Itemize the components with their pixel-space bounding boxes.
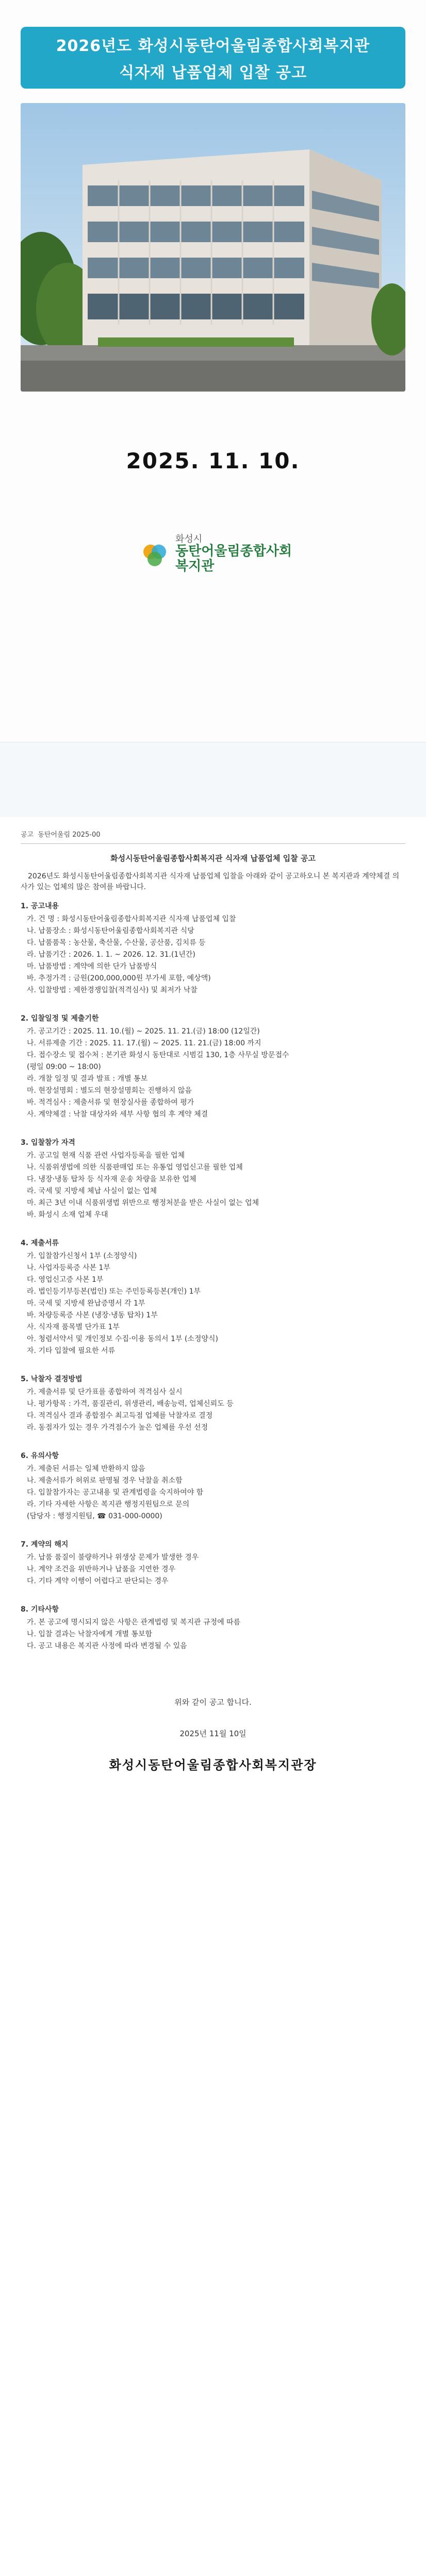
logo-city-text: 화성시 <box>175 533 203 545</box>
building-illustration <box>21 103 405 392</box>
section-line: 바. 화성시 소재 업체 우대 <box>27 1211 108 1219</box>
poster-date: 2025. 11. 10. <box>126 448 300 473</box>
section-title: 1. 공고내용 <box>21 902 59 910</box>
section-title: 5. 낙찰자 결정방법 <box>21 1375 83 1383</box>
section-line: 가. 입찰참가신청서 1부 (소정양식) <box>27 1252 137 1260</box>
section-line: 바. 추정가격 : 금원(200,000,000원 부가세 포함, 예상액) <box>27 974 211 982</box>
organization-logo <box>139 531 294 577</box>
section-line: 다. 영업신고증 사본 1부 <box>27 1276 104 1284</box>
section-line: 라. 법인등기부등본(법인) 또는 주민등록등본(개인) 1부 <box>27 1287 201 1296</box>
section-line: 나. 평가항목 : 가격, 품질관리, 위생관리, 배송능력, 업체신뢰도 등 <box>27 1400 234 1408</box>
section-line: 마. 최근 3년 이내 식품위생법 위반으로 행정처분을 받은 사실이 없는 업체 <box>27 1199 259 1207</box>
section-title: 6. 유의사항 <box>21 1452 59 1460</box>
section-line: 나. 납품장소 : 화성시동탄어울림종합사회복지관 식당 <box>27 927 194 935</box>
section-line: 바. 적격심사 : 제출서류 및 현장실사를 종합하여 평가 <box>27 1098 194 1107</box>
section-line: 다. 기타 계약 이행이 어렵다고 판단되는 경우 <box>27 1577 169 1585</box>
poster-title-line2: 식자재 납품업체 입찰 공고 <box>119 64 307 82</box>
notice-number: 동탄어울림 2025-00 <box>38 831 101 839</box>
section-line: 나. 입찰 결과는 낙찰자에게 개별 통보함 <box>27 1630 153 1638</box>
issuer-name: 화성시동탄어울림종합사회복지관장 <box>109 1758 317 1772</box>
section-line: 사. 계약체결 : 낙찰 대상자와 세부 사항 협의 후 계약 체결 <box>27 1110 208 1118</box>
section-line: 라. 납품기간 : 2026. 1. 1. ~ 2026. 12. 31.(1년간) <box>27 951 195 959</box>
section-line: 나. 계약 조건을 위반하거나 납품을 지연한 경우 <box>27 1565 176 1573</box>
poster-title-banner <box>21 27 405 89</box>
notice-intro: 2026년도 화성시동탄어울림종합사회복지관 식자재 납품업체 입찰을 아래와 같이 공고하오니 본 복지관과 계약체결 의사가 있는 업체의 많은 참여를 바랍니다. <box>21 872 400 891</box>
poster-footer-band <box>0 742 426 817</box>
section-line: 마. 납품방법 : 계약에 의한 단가 납품방식 <box>27 962 157 971</box>
section-line: 라. 국세 및 지방세 체납 사실이 없는 업체 <box>27 1187 157 1195</box>
section-line: 자. 기타 입찰에 필요한 서류 <box>27 1347 116 1355</box>
section-title: 3. 입찰참가 자격 <box>21 1139 75 1147</box>
section-line: (평일 09:00 ~ 18:00) <box>27 1063 101 1071</box>
section-line: 라. 동점자가 있는 경우 가격점수가 높은 업체를 우선 선정 <box>27 1423 208 1432</box>
section-line: 나. 제출서류가 허위로 판명될 경우 낙찰을 취소함 <box>27 1477 183 1485</box>
section-line: 라. 개찰 일정 및 결과 발표 : 개별 통보 <box>27 1075 148 1083</box>
notice-poster <box>0 0 426 817</box>
section-line: 가. 본 공고에 명시되지 않은 사항은 관계법령 및 복지관 규정에 따름 <box>27 1618 241 1626</box>
section-line: 나. 사업자등록증 사본 1부 <box>27 1264 110 1272</box>
section-line: 다. 적격심사 결과 종합점수 최고득점 업체를 낙찰자로 결정 <box>27 1412 213 1420</box>
section-line: 라. 기타 자세한 사항은 복지관 행정지원팀으로 문의 <box>27 1500 190 1509</box>
section-line: (담당자 : 행정지원팀, ☎ 031-000-0000) <box>27 1512 162 1520</box>
section-line: 다. 접수장소 및 접수처 : 본기관 화성시 동탄대로 시범길 130, 1층 사무실 방문접수 <box>27 1051 289 1059</box>
building-photo <box>21 103 405 392</box>
section-title: 2. 입찰일정 및 제출기한 <box>21 1014 99 1023</box>
logo-org-name: 동탄어울림종합사회복지관 <box>175 544 292 574</box>
section-line: 가. 공고기간 : 2025. 11. 10.(월) ~ 2025. 11. 21.(금) 18:00 (12일간) <box>27 1027 260 1036</box>
section-line: 마. 국세 및 지방세 완납증명서 각 1부 <box>27 1299 145 1308</box>
section-line: 나. 식품위생법에 의한 식품판매업 또는 유통업 영업신고를 필한 업체 <box>27 1163 243 1172</box>
section-title: 7. 계약의 해지 <box>21 1540 69 1549</box>
logo-emblem-icon <box>139 538 170 569</box>
section-line: 나. 서류제출 기간 : 2025. 11. 17.(월) ~ 2025. 11. 21.(금) 18:00 까지 <box>27 1039 261 1047</box>
section-line: 가. 제출서류 및 단가표를 종합하여 적격심사 실시 <box>27 1388 183 1396</box>
notice-document <box>21 829 405 1771</box>
section-line: 가. 납품 품질이 불량하거나 위생상 문제가 발생한 경우 <box>27 1553 199 1562</box>
section-title: 4. 제출서류 <box>21 1239 59 1247</box>
notice-heading: 화성시동탄어울림종합사회복지관 식자재 납품업체 입찰 공고 <box>110 854 316 863</box>
poster-title-line1: 2026년도 화성시동탄어울림종합사회복지관 <box>56 37 370 55</box>
section-line: 다. 공고 내용은 복지관 사정에 따라 변경될 수 있음 <box>27 1642 187 1650</box>
section-line: 사. 입찰방법 : 제한경쟁입찰(적격심사) 및 최저가 낙찰 <box>27 986 198 994</box>
section-line: 사. 식자재 품목별 단가표 1부 <box>27 1323 120 1331</box>
section-line: 바. 차량등록증 사본 (냉장·냉동 탑차) 1부 <box>27 1311 158 1319</box>
section-line: 다. 입찰참가자는 공고내용 및 관계법령을 숙지하여야 함 <box>27 1488 204 1497</box>
notice-type: 공고 <box>21 831 34 839</box>
notice-sections <box>21 901 405 1661</box>
section-line: 가. 공고일 현재 식품 관련 사업자등록을 필한 업체 <box>27 1151 185 1160</box>
closing-date: 2025년 11월 10일 <box>179 1729 247 1738</box>
section-line: 다. 납품품목 : 농산물, 축산물, 수산물, 공산품, 김치류 등 <box>27 939 206 947</box>
section-line: 다. 냉장·냉동 탑차 등 식자재 운송 차량을 보유한 업체 <box>27 1175 196 1183</box>
notice-meta <box>21 829 405 844</box>
section-line: 마. 현장설명회 : 별도의 현장설명회는 진행하지 않음 <box>27 1087 192 1095</box>
section-line: 가. 건 명 : 화성시동탄어울림종합사회복지관 식자재 납품업체 입찰 <box>27 915 236 923</box>
closing-statement: 위와 같이 공고 합니다. <box>174 1698 252 1707</box>
section-line: 아. 청렴서약서 및 개인정보 수집·이용 동의서 1부 (소정양식) <box>27 1335 218 1343</box>
section-line: 가. 제출된 서류는 일체 반환하지 않음 <box>27 1465 145 1473</box>
section-title: 8. 기타사항 <box>21 1605 59 1614</box>
